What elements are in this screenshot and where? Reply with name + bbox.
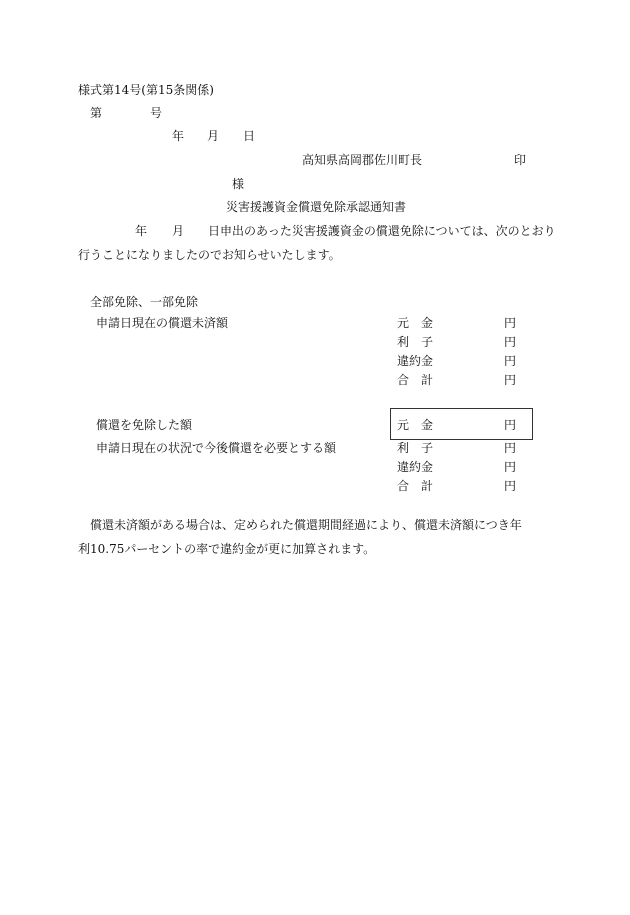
s1-item-penalty: 違約金 [397,354,434,368]
note-line-2: 利10.75パーセントの率で違約金が更に加算されます。 [78,542,376,556]
s2-item-total: 合 計 [397,479,434,493]
addressee-honorific: 様 [232,177,245,191]
s1-unit-principal: 円 [504,316,517,330]
s2-item-interest: 利 子 [397,441,434,455]
s1-item-total: 合 計 [397,373,434,387]
s2-unit-penalty: 円 [504,460,517,474]
s2-unit-total: 円 [504,479,517,493]
s1-item-interest: 利 子 [397,335,434,349]
intro-month: 月 [172,224,185,238]
document-number-prefix: 第 [90,106,103,120]
date-day: 日 [243,129,256,143]
s2-unit-interest: 円 [504,441,517,455]
document-title: 災害援護資金償還免除承認通知書 [226,200,407,214]
s2-unit-principal: 円 [504,418,517,432]
s2-item-penalty: 違約金 [397,460,434,474]
date-year: 年 [172,129,185,143]
s1-unit-penalty: 円 [504,354,517,368]
intro-year: 年 [135,224,148,238]
intro-line-1: 日申出のあった災害援護資金の償還免除については、次のとおり [208,224,556,238]
s2-item-principal: 元 金 [397,418,434,432]
s1-unit-total: 円 [504,373,517,387]
s1-unit-interest: 円 [504,335,517,349]
exempted-amount-label: 償還を免除した額 [96,418,193,432]
s1-item-principal: 元 金 [397,316,434,330]
seal-mark: 印 [514,153,527,167]
date-month: 月 [207,129,220,143]
remaining-required-label: 申請日現在の状況で今後償還を必要とする額 [96,441,337,455]
document-number-suffix: 号 [150,106,163,120]
intro-line-2: 行うことになりましたのでお知らせいたします。 [78,248,341,262]
form-number: 様式第14号(第15条関係) [78,83,214,97]
issuer-name: 高知県高岡郡佐川町長 [302,153,423,167]
outstanding-balance-label: 申請日現在の償還未済額 [96,316,229,330]
note-line-1: 償還未済額がある場合は、定められた償還期間経過により、償還未済額につき年 [90,518,522,532]
exemption-type: 全部免除、一部免除 [90,295,199,309]
